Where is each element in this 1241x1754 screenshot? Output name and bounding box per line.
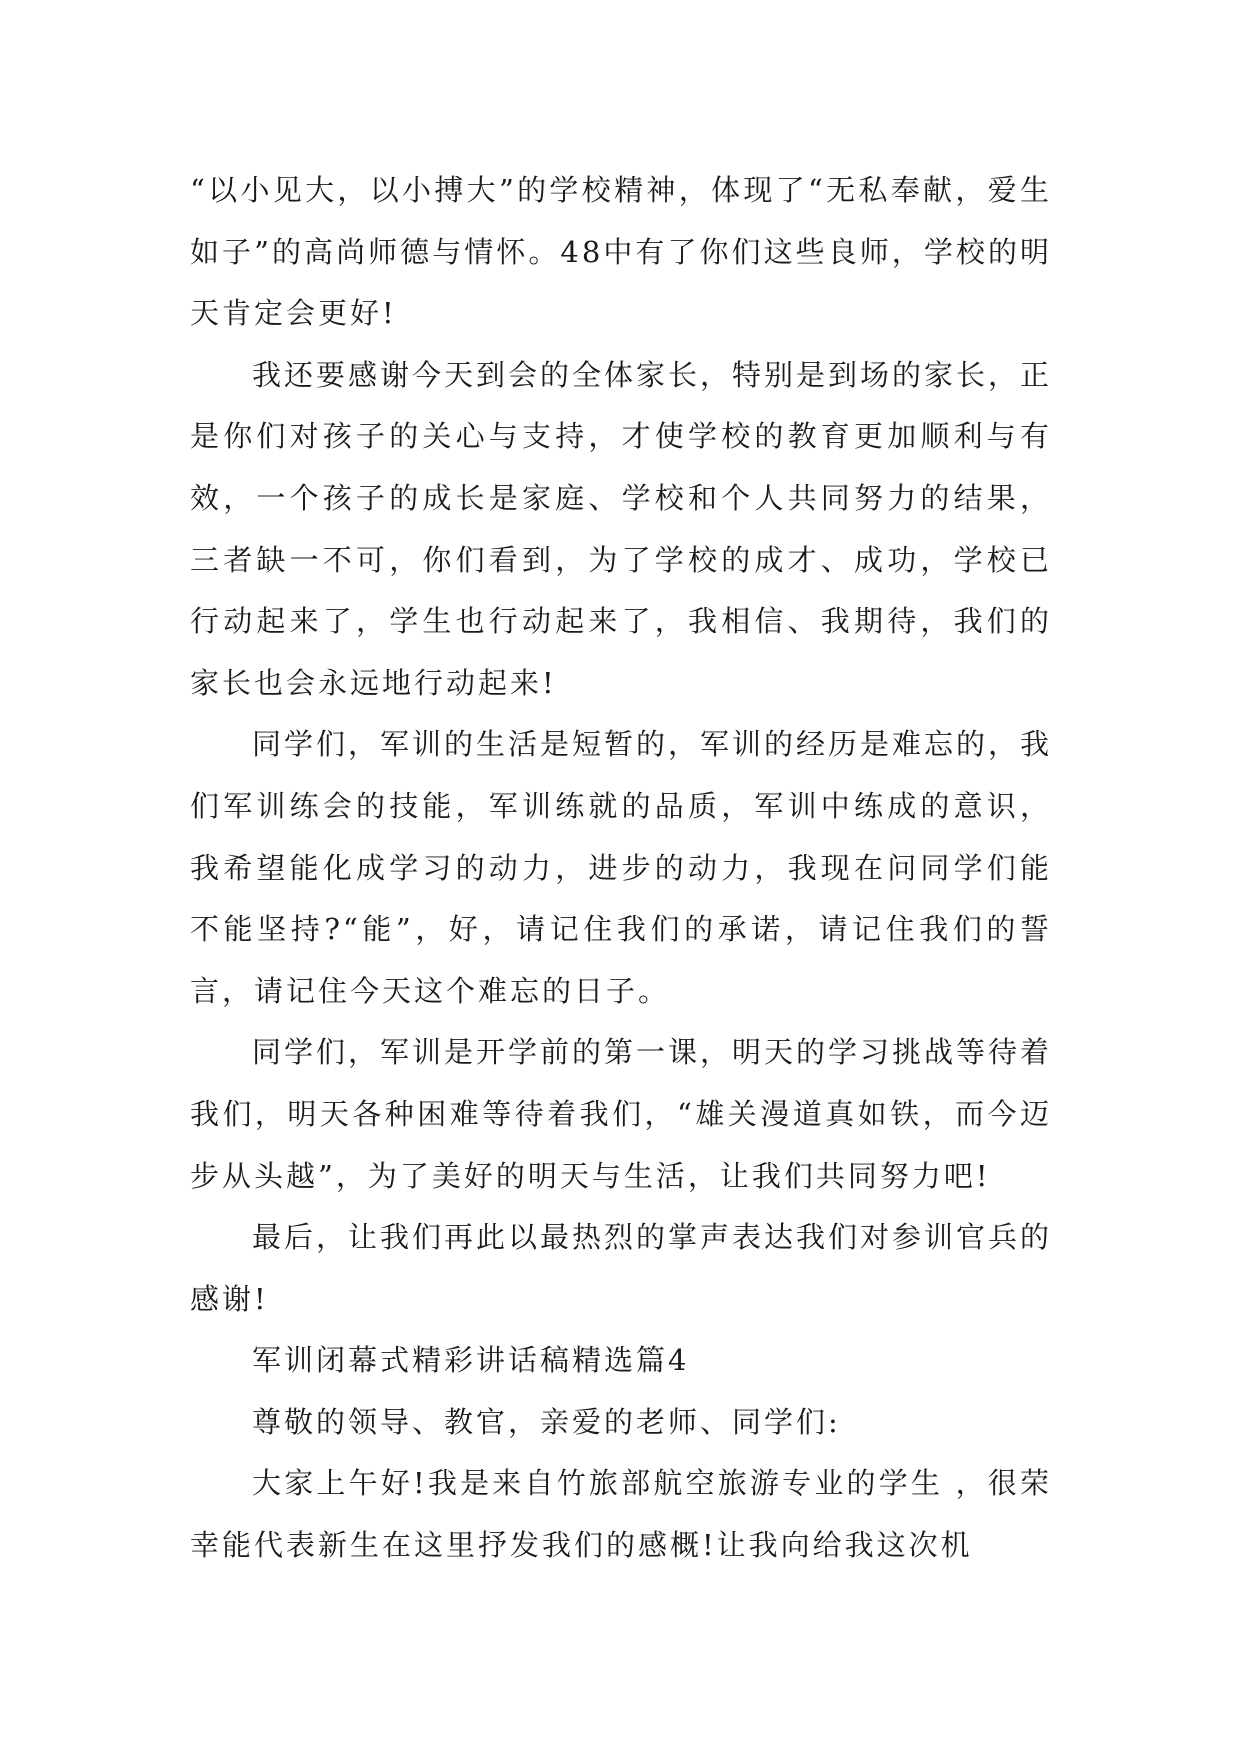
salutation: 尊敬的领导、教官，亲爱的老师、同学们: bbox=[252, 1404, 841, 1439]
section-heading: 军训闭幕式精彩讲话稿精选篇4 bbox=[252, 1343, 690, 1378]
paragraph-3: 同学们，军训的生活是短暂的，军训的经历是难忘的，我们军训练会的技能，军训练就的品质，军训中练成的意识，我希望能化成学习的动力，进步的动力，我现在问同学们能不能坚持?“能”，好，请记住我们的承诺，请记住我们的誓言，请记住今天这个难忘的日子。 bbox=[190, 727, 1053, 1008]
paragraph-1: “以小见大，以小搏大”的学校精神，体现了“无私奉献，爱生如子”的高尚师德与情怀。48中有了你们这些良师，学校的明天肯定会更好! bbox=[190, 173, 1052, 331]
paragraph-8: 大家上午好!我是来自竹旅部航空旅游专业的学生 ，很荣幸能代表新生在这里抒发我们的感概!让我向给我这次机 bbox=[190, 1466, 1052, 1563]
paragraph-2: 我还要感谢今天到会的全体家长，特别是到场的家长，正是你们对孩子的关心与支持，才使学校的教育更加顺利与有效，一个孩子的成长是家庭、学校和个人共同努力的结果，三者缺一不可，你们看到，为了学校的成才、成功，学校已行动起来了，学生也行动起来了，我相信、我期待，我们的家长也会永远地行动起来! bbox=[190, 357, 1053, 700]
document-body bbox=[190, 160, 1052, 1577]
paragraph-5: 最后，让我们再此以最热烈的掌声表达我们对参训官兵的感谢! bbox=[190, 1220, 1053, 1316]
paragraph-4: 同学们，军训是开学前的第一课，明天的学习挑战等待着我们，明天各种困难等待着我们，“雄关漫道真如铁，而今迈步从头越”，为了美好的明天与生活，让我们共同努力吧! bbox=[190, 1035, 1053, 1193]
